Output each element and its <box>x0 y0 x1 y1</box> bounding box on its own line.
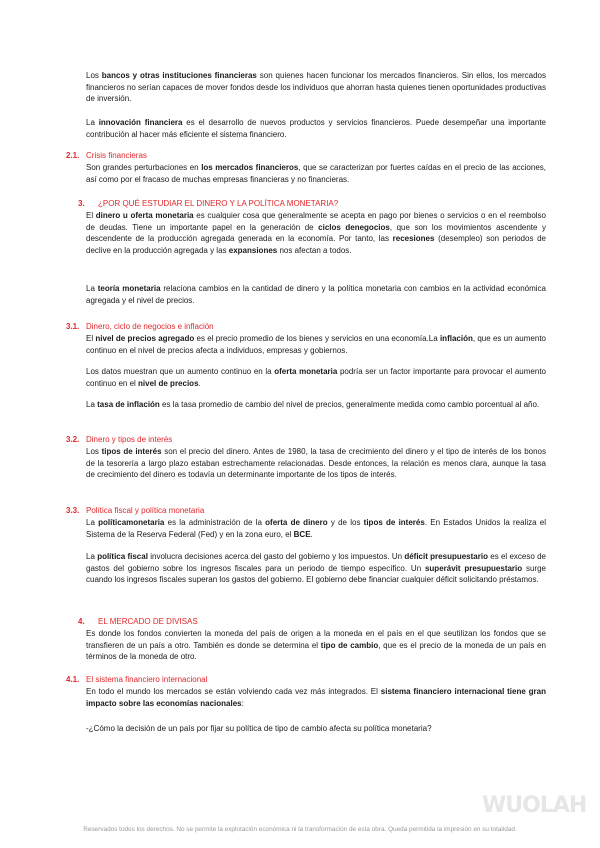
text-run: es el exceso de gastos del gobierno sobre los ingresos fiscales para un periodo de tiempo específico. Un <box>86 552 547 573</box>
text-run: son el precio del dinero. Antes de 1980, la tasa de crecimiento del dinero y el tipo de interés de los bonos de la tesorería a largo plazo estaban estrechamente relacionadas. Desde entonces, la relación es menos clara, aunque la tasa de crecimiento del dinero es todavía un determinante importante de los tipos de interés. <box>86 447 547 480</box>
text-run: . En Estados Unidos la realiza el Sistema de la Reserva Federal (Fed) y en la zona euro, el <box>86 518 547 539</box>
footer-disclaimer: Reservados todos los derechos. No se permite la explotación económica ni la transformación de esta obra. Queda permitida la impresión en su totalidad. <box>83 826 517 833</box>
text-run: es el precio promedio de los bienes y servicios en una economía.La <box>194 334 440 343</box>
paragraph <box>86 70 546 105</box>
text-run: En todo el mundo los mercados se están volviendo cada vez más integrados. El <box>86 687 381 696</box>
section-number: 2.1. <box>66 151 80 160</box>
text-run: . <box>198 378 201 388</box>
bold-term: oferta monetaria <box>274 367 338 376</box>
bold-term: política fiscal <box>97 552 148 561</box>
bold-term: ciclos denegocios <box>318 222 390 232</box>
bold-term: tipos de interés <box>101 447 162 456</box>
text-run: Los datos muestran que un aumento continuo en la <box>86 367 275 376</box>
text-run: El <box>86 211 96 220</box>
text-run: -¿Cómo la decisión de un país por fijar su política de tipo de cambio afecta su política monetaria? <box>86 724 432 733</box>
section-heading <box>78 198 338 209</box>
text-run: es el desarrollo de nuevos productos y servicios financieros. Puede desempeñar una importante contribución al hacer más eficiente el sistema financiero. <box>86 118 546 139</box>
section-heading <box>66 321 214 332</box>
bold-term: recesiones <box>392 234 435 244</box>
section-title: Dinero, ciclo de negocios e inflación <box>86 322 214 331</box>
text-run: La <box>86 518 99 527</box>
section-title: El sistema financiero internacional <box>86 675 208 684</box>
section-heading <box>66 674 207 685</box>
paragraph <box>86 628 546 663</box>
bold-term: teoría monetaria <box>97 284 161 293</box>
text-run: Los <box>86 71 102 80</box>
bold-term: tipos de interés <box>363 518 425 527</box>
paragraph <box>86 366 546 389</box>
section-title: Política fiscal y política monetaria <box>86 506 205 515</box>
paragraph <box>86 723 546 735</box>
text-run: . <box>310 529 313 539</box>
bold-term: políticamonetaria <box>98 518 165 527</box>
text-run: La <box>86 552 98 561</box>
paragraph <box>86 162 546 185</box>
wuolah-logo: WUOLAH <box>482 793 587 818</box>
bold-term: nivel de precios agregado <box>95 334 195 343</box>
section-number: 4. <box>78 617 85 626</box>
bold-term: BCE <box>293 529 311 539</box>
text-run: relaciona cambios en la cantidad de dinero y la política monetaria con cambios en la actividad económica agregada y el nivel de precios. <box>86 284 547 305</box>
bold-term: los mercados financieros <box>201 163 299 172</box>
text-run: , que es un aumento continuo en el nivel de precios afecta a individuos, empresas y gobiernos. <box>86 334 546 355</box>
bold-term: déficit presupuestario <box>404 552 488 561</box>
bold-term: expansiones <box>228 245 278 255</box>
section-heading <box>78 616 198 627</box>
bold-term: oferta de dinero <box>265 518 328 527</box>
bold-term: innovación financiera <box>98 118 183 127</box>
text-run: La <box>86 118 99 127</box>
paragraph <box>86 517 546 540</box>
text-run: La <box>86 400 98 409</box>
bold-term: nivel de precios <box>138 378 199 388</box>
text-run: , que son los movimientos ascendente y descendente de la producción agregada generada en la economía. Por tanto, las <box>86 222 546 244</box>
text-run: nos afectan a todos. <box>277 245 352 255</box>
bold-term: sistema financiero internacional tiene gran impacto sobre las economías nacionales <box>86 687 547 708</box>
text-run: surge cuando los ingresos fiscales superan los gastos del gobierno. El gobierno debe financiar cualquier déficit solicitando préstamos. <box>86 563 546 585</box>
section-number: 3.2. <box>66 435 80 444</box>
text-run: Los <box>86 447 102 456</box>
paragraph <box>86 333 546 356</box>
paragraph <box>86 210 546 256</box>
text-run: es la tasa promedio de cambio del nivel de precios, generalmente medida como cambio porcentual al año. <box>159 400 540 409</box>
bold-term: tasa de inflación <box>97 400 160 409</box>
text-run: La <box>86 284 98 293</box>
section-title: Dinero y tipos de interés <box>86 435 173 444</box>
section-heading <box>66 150 147 161</box>
paragraph <box>86 686 546 709</box>
text-run: : <box>241 698 244 708</box>
text-run: son quienes hacen funcionar los mercados financieros. Sin ellos, los mercados financieros no serían capaces de mover fondos desde los individuos que ahorran hasta quienes tienen oportunidades productivas de inversión. <box>86 71 546 104</box>
bold-term: bancos y otras instituciones financieras <box>101 71 257 80</box>
section-number: 3.1. <box>66 322 80 331</box>
section-number: 3.3. <box>66 506 80 515</box>
text-run: y de los <box>327 518 364 527</box>
paragraph <box>86 399 546 411</box>
section-heading <box>66 505 204 516</box>
paragraph <box>86 446 546 481</box>
section-number: 4.1. <box>66 675 80 684</box>
bold-term: tipo de cambio <box>320 640 379 650</box>
text-run: es cualquier cosa que generalmente se acepta en pago por bienes o servicios o en el reembolso de deudas. Tiene un importante papel en la generación de <box>86 211 546 232</box>
text-run: podría ser un factor importante para provocar el aumento continuo en el <box>86 367 546 388</box>
paragraph <box>86 551 546 586</box>
text-run: El <box>86 334 96 343</box>
section-title: ¿POR QUÉ ESTUDIAR EL DINERO Y LA POLÍTICA MONETARIA? <box>98 199 339 208</box>
bold-term: superávit presupuestario <box>424 563 523 573</box>
text-run: involucra decisiones acerca del gasto del gobierno y los impuestos. Un <box>147 552 405 561</box>
section-title: Crisis financieras <box>86 151 147 160</box>
paragraph <box>86 283 546 306</box>
paragraph <box>86 117 546 140</box>
bold-term: dinero u oferta monetaria <box>95 211 194 220</box>
section-title: EL MERCADO DE DIVISAS <box>98 617 198 626</box>
text-run: , que es el precio de la moneda de un país en términos de la moneda de otro. <box>86 640 546 662</box>
section-heading <box>66 434 172 445</box>
text-run: (desempleo) son periodos de declive en la producción agregada y las <box>86 234 546 255</box>
text-run: Es donde los fondos convierten la moneda del país de origen a la moneda en el país en el que seutilizan los fondos que se transfieren de un país a otro. También es donde se determina el <box>86 629 546 650</box>
bold-term: inflación <box>439 334 473 343</box>
text-run: , que se caracterizan por fuertes caídas en el precio de las acciones, así como por el fracaso de muchas empresas financieras y no financieras. <box>86 163 547 184</box>
text-run: es la administración de la <box>164 518 266 527</box>
section-number: 3. <box>78 199 85 208</box>
text-run: Son grandes perturbaciones en <box>86 163 202 172</box>
